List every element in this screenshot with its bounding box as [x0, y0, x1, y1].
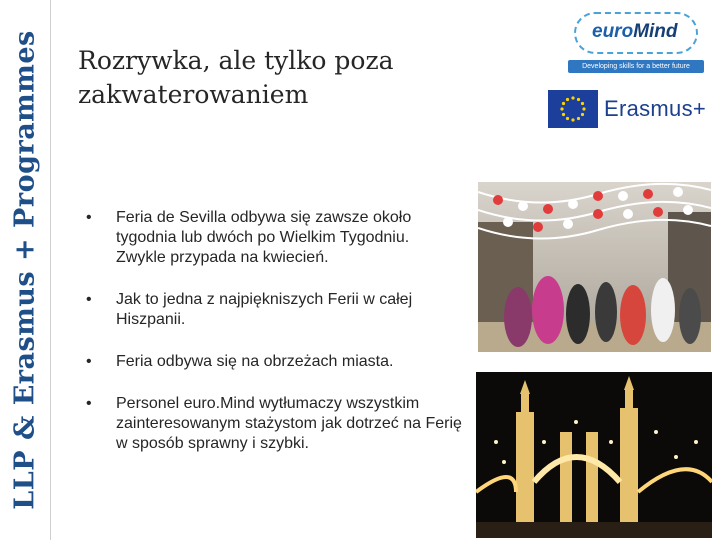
euromind-logo — [568, 12, 704, 76]
erasmus-text: Erasmus+ — [604, 96, 707, 121]
slide-title: Rozrywka, ale tylko poza zakwaterowaniem — [78, 46, 394, 109]
bullet-icon: • — [86, 291, 92, 308]
bullet-text: Feria odbywa się na obrzeżach miasta. — [116, 353, 394, 370]
bullet-icon: • — [86, 209, 92, 226]
bullet-item — [84, 290, 462, 330]
bullet-item — [84, 352, 462, 372]
bullet-text: Jak to jedna z najpiękniszych Ferii w całej Hiszpanii. — [116, 291, 413, 328]
bullet-item — [84, 394, 462, 454]
erasmus-logo — [548, 90, 712, 130]
bullet-icon: • — [86, 395, 92, 412]
bullet-item — [84, 208, 462, 268]
bullet-icon: • — [86, 353, 92, 370]
sidebar — [0, 0, 51, 540]
bullet-list — [84, 208, 462, 476]
feria-crowd-photo — [478, 182, 711, 352]
eu-flag-icon — [548, 90, 598, 128]
bullet-text: Feria de Sevilla odbywa się zawsze około tygodnia lub dwóch po Wielkim Tygodniu. Zwykle przypada na kwiecień. — [116, 209, 412, 266]
sidebar-label: LLP & Erasmus + Programmes — [9, 30, 41, 510]
feria-gate-photo — [476, 372, 712, 538]
bullet-text: Personel euro.Mind wytłumaczy wszystkim zainteresowanym stażystom jak dotrzeć na Ferię w sposób sprawny i szybki. — [116, 395, 462, 452]
euromind-tagline: Developing skills for a better future — [568, 60, 704, 73]
euromind-name: euroMind — [592, 21, 678, 42]
